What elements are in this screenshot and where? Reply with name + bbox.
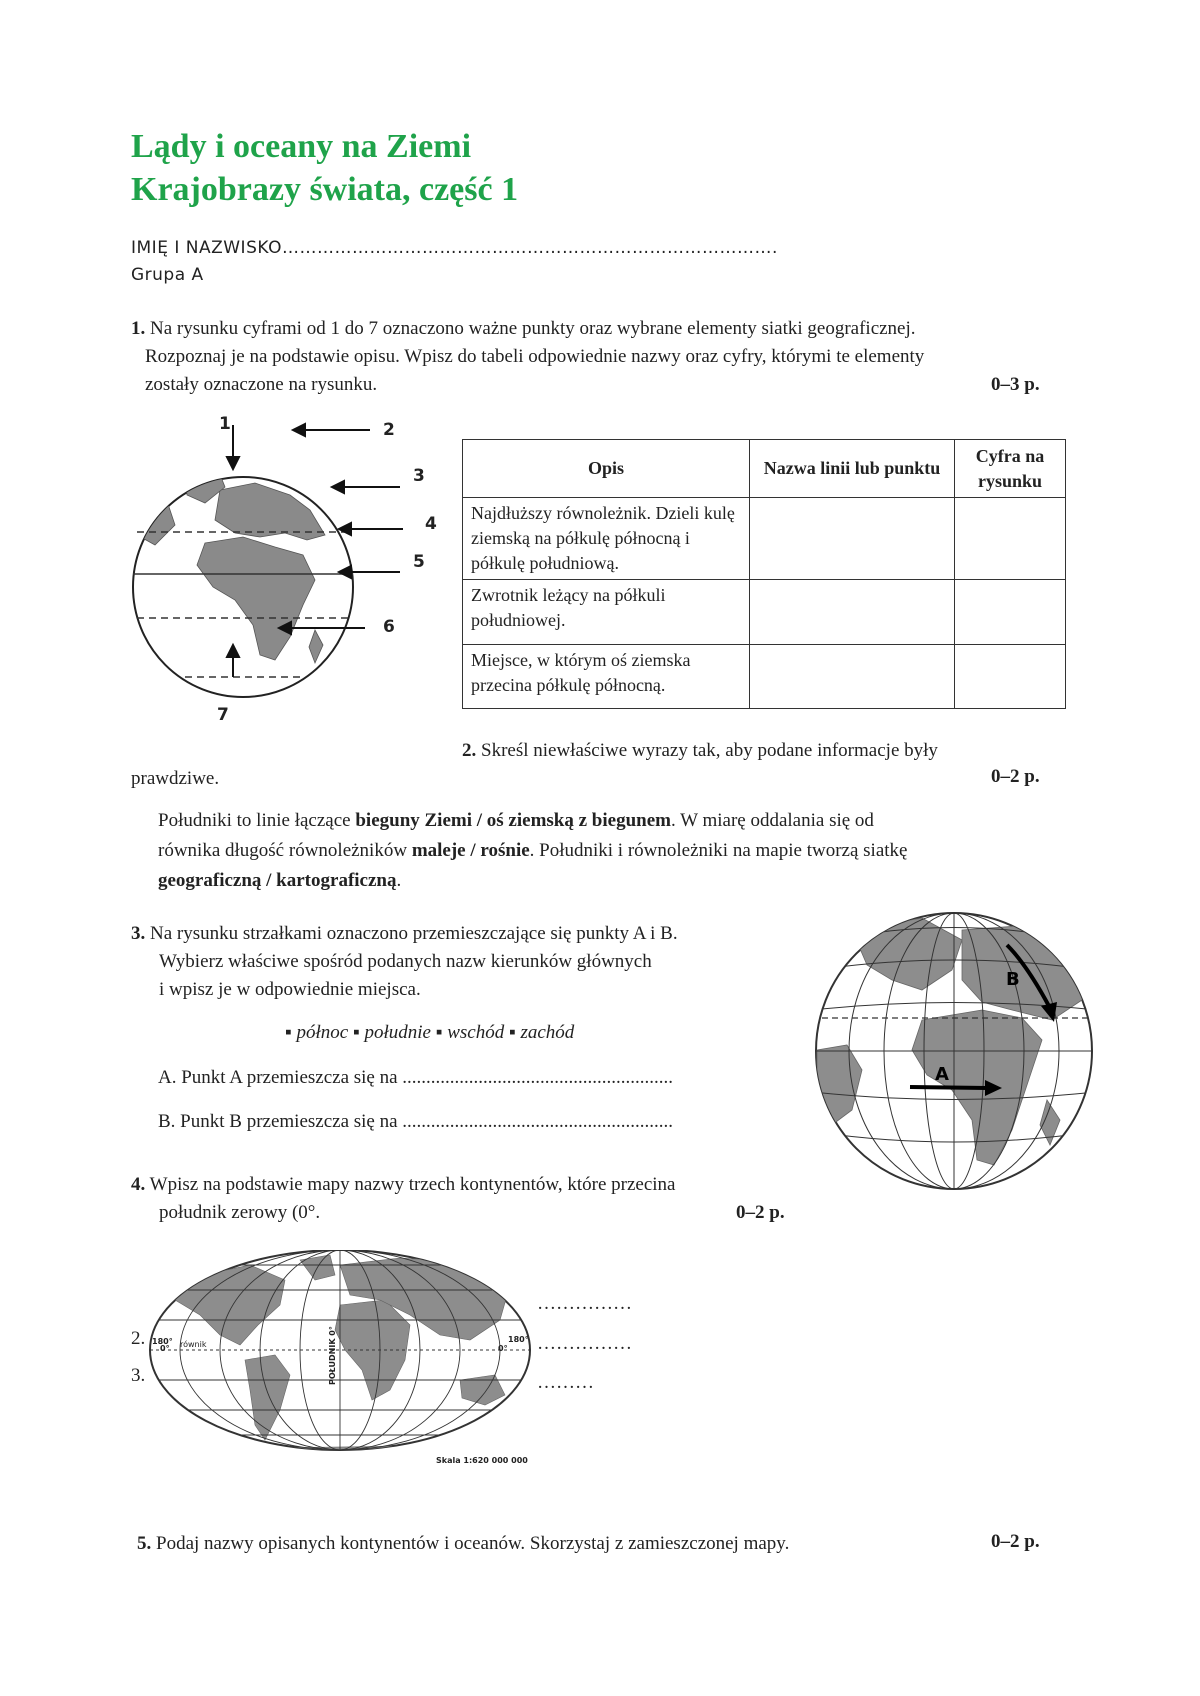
- task3-options: ▪ północ ▪ południe ▪ wschód ▪ zachód: [285, 1022, 575, 1043]
- task2-line1-text: Skreśl niewłaściwe wyrazy tak, aby podane informacje były: [481, 740, 938, 761]
- globe-figure-task1: [125, 415, 455, 745]
- table-row: [463, 498, 1066, 580]
- globe1-label-1: 1: [219, 415, 231, 434]
- task3-line2: Wybierz właściwe spośród podanych nazw kierunków głównych: [159, 951, 652, 972]
- task5-text: [137, 1530, 789, 1558]
- table-header-description: Opis: [463, 440, 750, 498]
- table-row: [463, 580, 1066, 645]
- task2-option-2[interactable]: maleje / rośnie: [411, 840, 530, 861]
- world-map: [140, 1250, 560, 1465]
- task1-table: [462, 439, 1066, 709]
- task2-text: . W miarę oddalania się od: [670, 810, 874, 831]
- task2-text: Południki to linie łączące: [158, 810, 356, 831]
- task2-line1: [462, 737, 938, 765]
- table-cell-answer-number[interactable]: [955, 645, 1066, 709]
- table-cell-answer-name[interactable]: [750, 580, 955, 645]
- task4-answer-number-3: 3.: [131, 1365, 146, 1386]
- task2-statement: [158, 806, 1058, 896]
- globe2-label-a: A: [935, 1064, 949, 1085]
- task2-line2: prawdziwe.: [131, 768, 220, 789]
- map-label-180-left: 180°: [152, 1337, 173, 1346]
- task4-answer-number-2: 2.: [131, 1328, 146, 1349]
- task3-answer-a[interactable]: A. Punkt A przemieszcza się na .........................................................: [158, 1067, 674, 1088]
- task4-line1: Wpisz na podstawie mapy nazwy trzech kontynentów, które przecina: [149, 1174, 676, 1195]
- task4-line2: południk zerowy (0°.: [159, 1202, 321, 1223]
- task4-text: [131, 1171, 811, 1227]
- task4-points: 0–2 p.: [736, 1202, 785, 1223]
- table-header-name: Nazwa linii lub punktu: [750, 440, 955, 498]
- task3-number: 3.: [131, 923, 146, 944]
- table-header-number: Cyfra na rysunku: [955, 440, 1066, 498]
- task1-line1: Na rysunku cyframi od 1 do 7 oznaczono ważne punkty oraz wybrane elementy siatki geograficznej.: [150, 318, 916, 339]
- task4-number: 4.: [131, 1174, 146, 1195]
- map-label-scale: Skala 1:620 000 000: [436, 1456, 528, 1465]
- task3-text: [131, 920, 791, 1004]
- globe1-label-3: 3: [413, 466, 425, 486]
- table-cell-description: Najdłuższy równoleżnik. Dzieli kulę ziemską na półkulę północną i półkulę południową.: [463, 498, 750, 580]
- map-label-0-left: 0°: [160, 1344, 170, 1353]
- task2-text: równika długość równoleżników: [158, 840, 412, 861]
- table-cell-answer-name[interactable]: [750, 498, 955, 580]
- task1-line2: Rozpoznaj je na podstawie opisu. Wpisz do tabeli odpowiednie nazwy oraz cyfry, którymi te elementy: [145, 346, 925, 367]
- task1-text: [131, 315, 1071, 399]
- name-field-label: IMIĘ I NAZWISKO………………………………………………………………………….: [131, 238, 778, 258]
- table-cell-answer-number[interactable]: [955, 580, 1066, 645]
- option-north: północ: [296, 1022, 349, 1043]
- page-title: Lądy i oceany na Ziemi: [131, 128, 472, 165]
- globe1-label-4: 4: [425, 514, 437, 534]
- globe1-label-5: 5: [413, 552, 425, 572]
- page-subtitle: Krajobrazy świata, część 1: [131, 171, 519, 208]
- table-cell-description: Miejsce, w którym oś ziemska przecina półkulę północną.: [463, 645, 750, 709]
- task2-text: . Południki i równoleżniki na mapie tworzą siatkę: [529, 840, 908, 861]
- task1-points: 0–3 p.: [991, 374, 1040, 395]
- globe-figure-task3: [812, 910, 1096, 1192]
- task5-number: 5.: [137, 1533, 152, 1554]
- task1-number: 1.: [131, 318, 146, 339]
- map-label-meridian: POŁUDNIK 0°: [328, 1326, 337, 1385]
- task4-answer-line-1[interactable]: ……………: [537, 1293, 632, 1314]
- map-label-equator: równik: [180, 1340, 207, 1349]
- option-south: południe: [364, 1022, 431, 1043]
- table-row: [463, 645, 1066, 709]
- task1-line3: zostały oznaczone na rysunku.: [145, 374, 378, 395]
- group-label: Grupa A: [131, 265, 204, 285]
- option-west: zachód: [520, 1022, 575, 1043]
- globe1-label-6: 6: [383, 617, 395, 637]
- globe2-label-b: B: [1006, 969, 1020, 990]
- task4-answer-line-2[interactable]: ……………: [537, 1333, 632, 1354]
- table-cell-answer-number[interactable]: [955, 498, 1066, 580]
- globe1-label-7: 7: [217, 705, 229, 725]
- map-label-180-right: 180°: [508, 1335, 529, 1344]
- task2-points: 0–2 p.: [991, 766, 1040, 787]
- task5-points: 0–2 p.: [991, 1531, 1040, 1552]
- table-cell-description: Zwrotnik leżący na półkuli południowej.: [463, 580, 750, 645]
- task3-answer-b[interactable]: B. Punkt B przemieszcza się na .........................................................: [158, 1111, 674, 1132]
- task5-line: Podaj nazwy opisanych kontynentów i oceanów. Skorzystaj z zamieszczonej mapy.: [156, 1533, 790, 1554]
- task3-line3: i wpisz je w odpowiednie miejsca.: [159, 979, 421, 1000]
- task2-number: 2.: [462, 740, 477, 761]
- map-label-0-right: 0°: [498, 1344, 508, 1353]
- task3-line1: Na rysunku strzałkami oznaczono przemieszczające się punkty A i B.: [150, 923, 678, 944]
- task4-answer-line-3[interactable]: ………: [537, 1372, 594, 1393]
- task2-option-1[interactable]: bieguny Ziemi / oś ziemską z biegunem: [355, 810, 671, 831]
- table-cell-answer-name[interactable]: [750, 645, 955, 709]
- globe1-label-2: 2: [383, 420, 395, 440]
- option-east: wschód: [447, 1022, 505, 1043]
- task2-option-3[interactable]: geograficzną / kartograficzną: [158, 870, 397, 891]
- task2-text: .: [396, 870, 402, 891]
